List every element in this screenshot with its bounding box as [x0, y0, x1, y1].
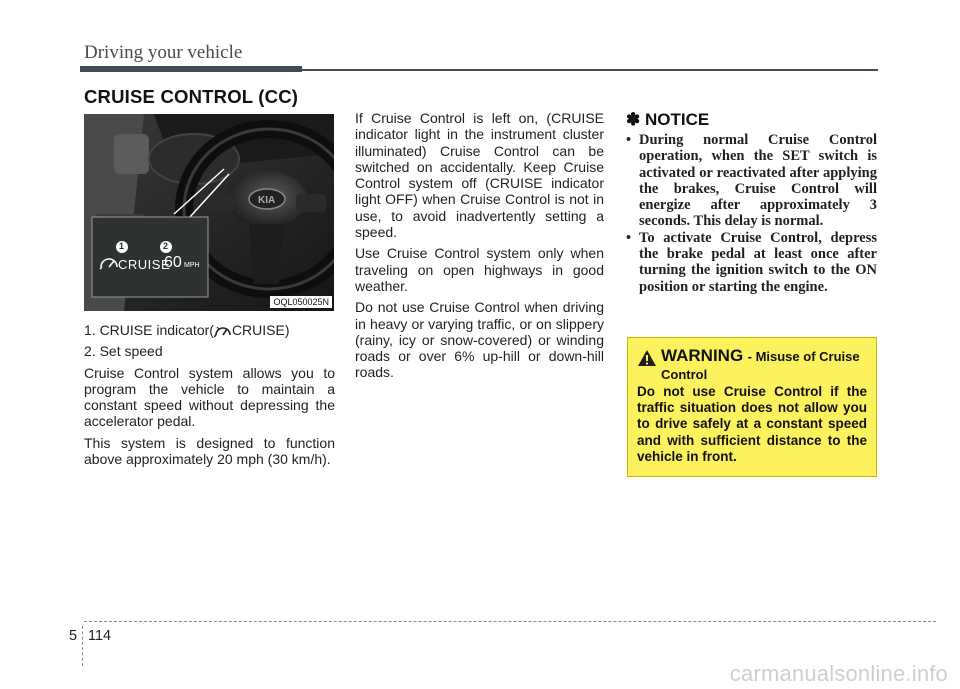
- cluster-cruise-label: CRUISE: [118, 257, 171, 272]
- legend-1-prefix: 1. CRUISE indicator(: [84, 322, 214, 338]
- column-middle: [355, 110, 604, 386]
- paragraph: Cruise Control system allows you to program the vehicle to maintain a constant speed without depressing the accelerator pedal.: [84, 364, 335, 430]
- callout-1-label: 1: [119, 241, 125, 251]
- warning-header: [637, 346, 867, 380]
- dashboard-illustration: [84, 114, 334, 311]
- header-rule-line: [302, 69, 878, 71]
- section-title: Driving your vehicle: [84, 42, 243, 63]
- paragraph: If Cruise Control is left on, (CRUISE indicator light in the instrument cluster illuminated) Cruise Control can be switched on accidentally. Keep Cruise Control system off (CRUISE indicator light OFF) when Cruise Control is not in use, to avoid inadvertently setting a speed.: [355, 110, 604, 241]
- warning-body: Do not use Cruise Control if the traffic situation does not allow you to drive safely at a constant speed and with sufficient distance to the vehicle in front.: [637, 384, 867, 464]
- notice-item: [626, 230, 877, 295]
- cluster-speed-value: 60: [164, 254, 182, 271]
- warning-word: WARNING: [661, 346, 744, 365]
- warning-box: [627, 337, 877, 477]
- page-heading: CRUISE CONTROL (CC): [84, 86, 299, 107]
- column-left: [84, 322, 335, 472]
- warning-triangle-icon: [637, 349, 657, 367]
- callout-2-label: 2: [163, 241, 169, 251]
- notice-title: ✽ NOTICE: [626, 110, 710, 129]
- header-rule-bar: [80, 66, 302, 72]
- watermark: carmanualsonline.info: [729, 661, 948, 686]
- footer-divider-vertical: [82, 626, 83, 666]
- notice-item-text: To activate Cruise Control, depress the brake pedal at least once after turning the ignition switch to the ON position or starting the engine.: [639, 229, 877, 295]
- notice-item-text: During normal Cruise Control operation, when the SET switch is activated or reactivated after applying the brakes, Cruise Control will energize after approximately 3 seconds. This delay is normal.: [639, 132, 877, 230]
- legend-item-2: 2. Set speed: [84, 343, 163, 360]
- notice-item: [626, 132, 877, 230]
- svg-text:KIA: KIA: [258, 195, 276, 206]
- footer-divider: [84, 621, 936, 622]
- paragraph: This system is designed to function above approximately 20 mph (30 km/h).: [84, 434, 335, 468]
- warning-subtitle: - Misuse of Cruise Control: [661, 349, 860, 382]
- bullet-icon: •: [626, 229, 632, 246]
- paragraph: Do not use Cruise Control when driving in heavy or varying traffic, or on slippery (rainy, icy or snow-covered) or winding roads or over 6% up-hill or down-hill roads.: [355, 299, 604, 381]
- paragraph: Use Cruise Control system only when traveling on open highways in good weather.: [355, 245, 604, 294]
- cluster-speed-unit: MPH: [184, 262, 200, 269]
- bullet-icon: •: [626, 132, 632, 148]
- cruise-control-photo: [84, 114, 334, 311]
- cruise-indicator-icon: [214, 323, 232, 337]
- legend-item-1: [84, 322, 335, 338]
- page-number: 114: [88, 628, 112, 644]
- notice-list: [626, 132, 877, 295]
- chapter-number: 5: [69, 628, 78, 644]
- figure-code: OQL050025N: [270, 296, 332, 308]
- legend-1-suffix: CRUISE): [231, 322, 290, 338]
